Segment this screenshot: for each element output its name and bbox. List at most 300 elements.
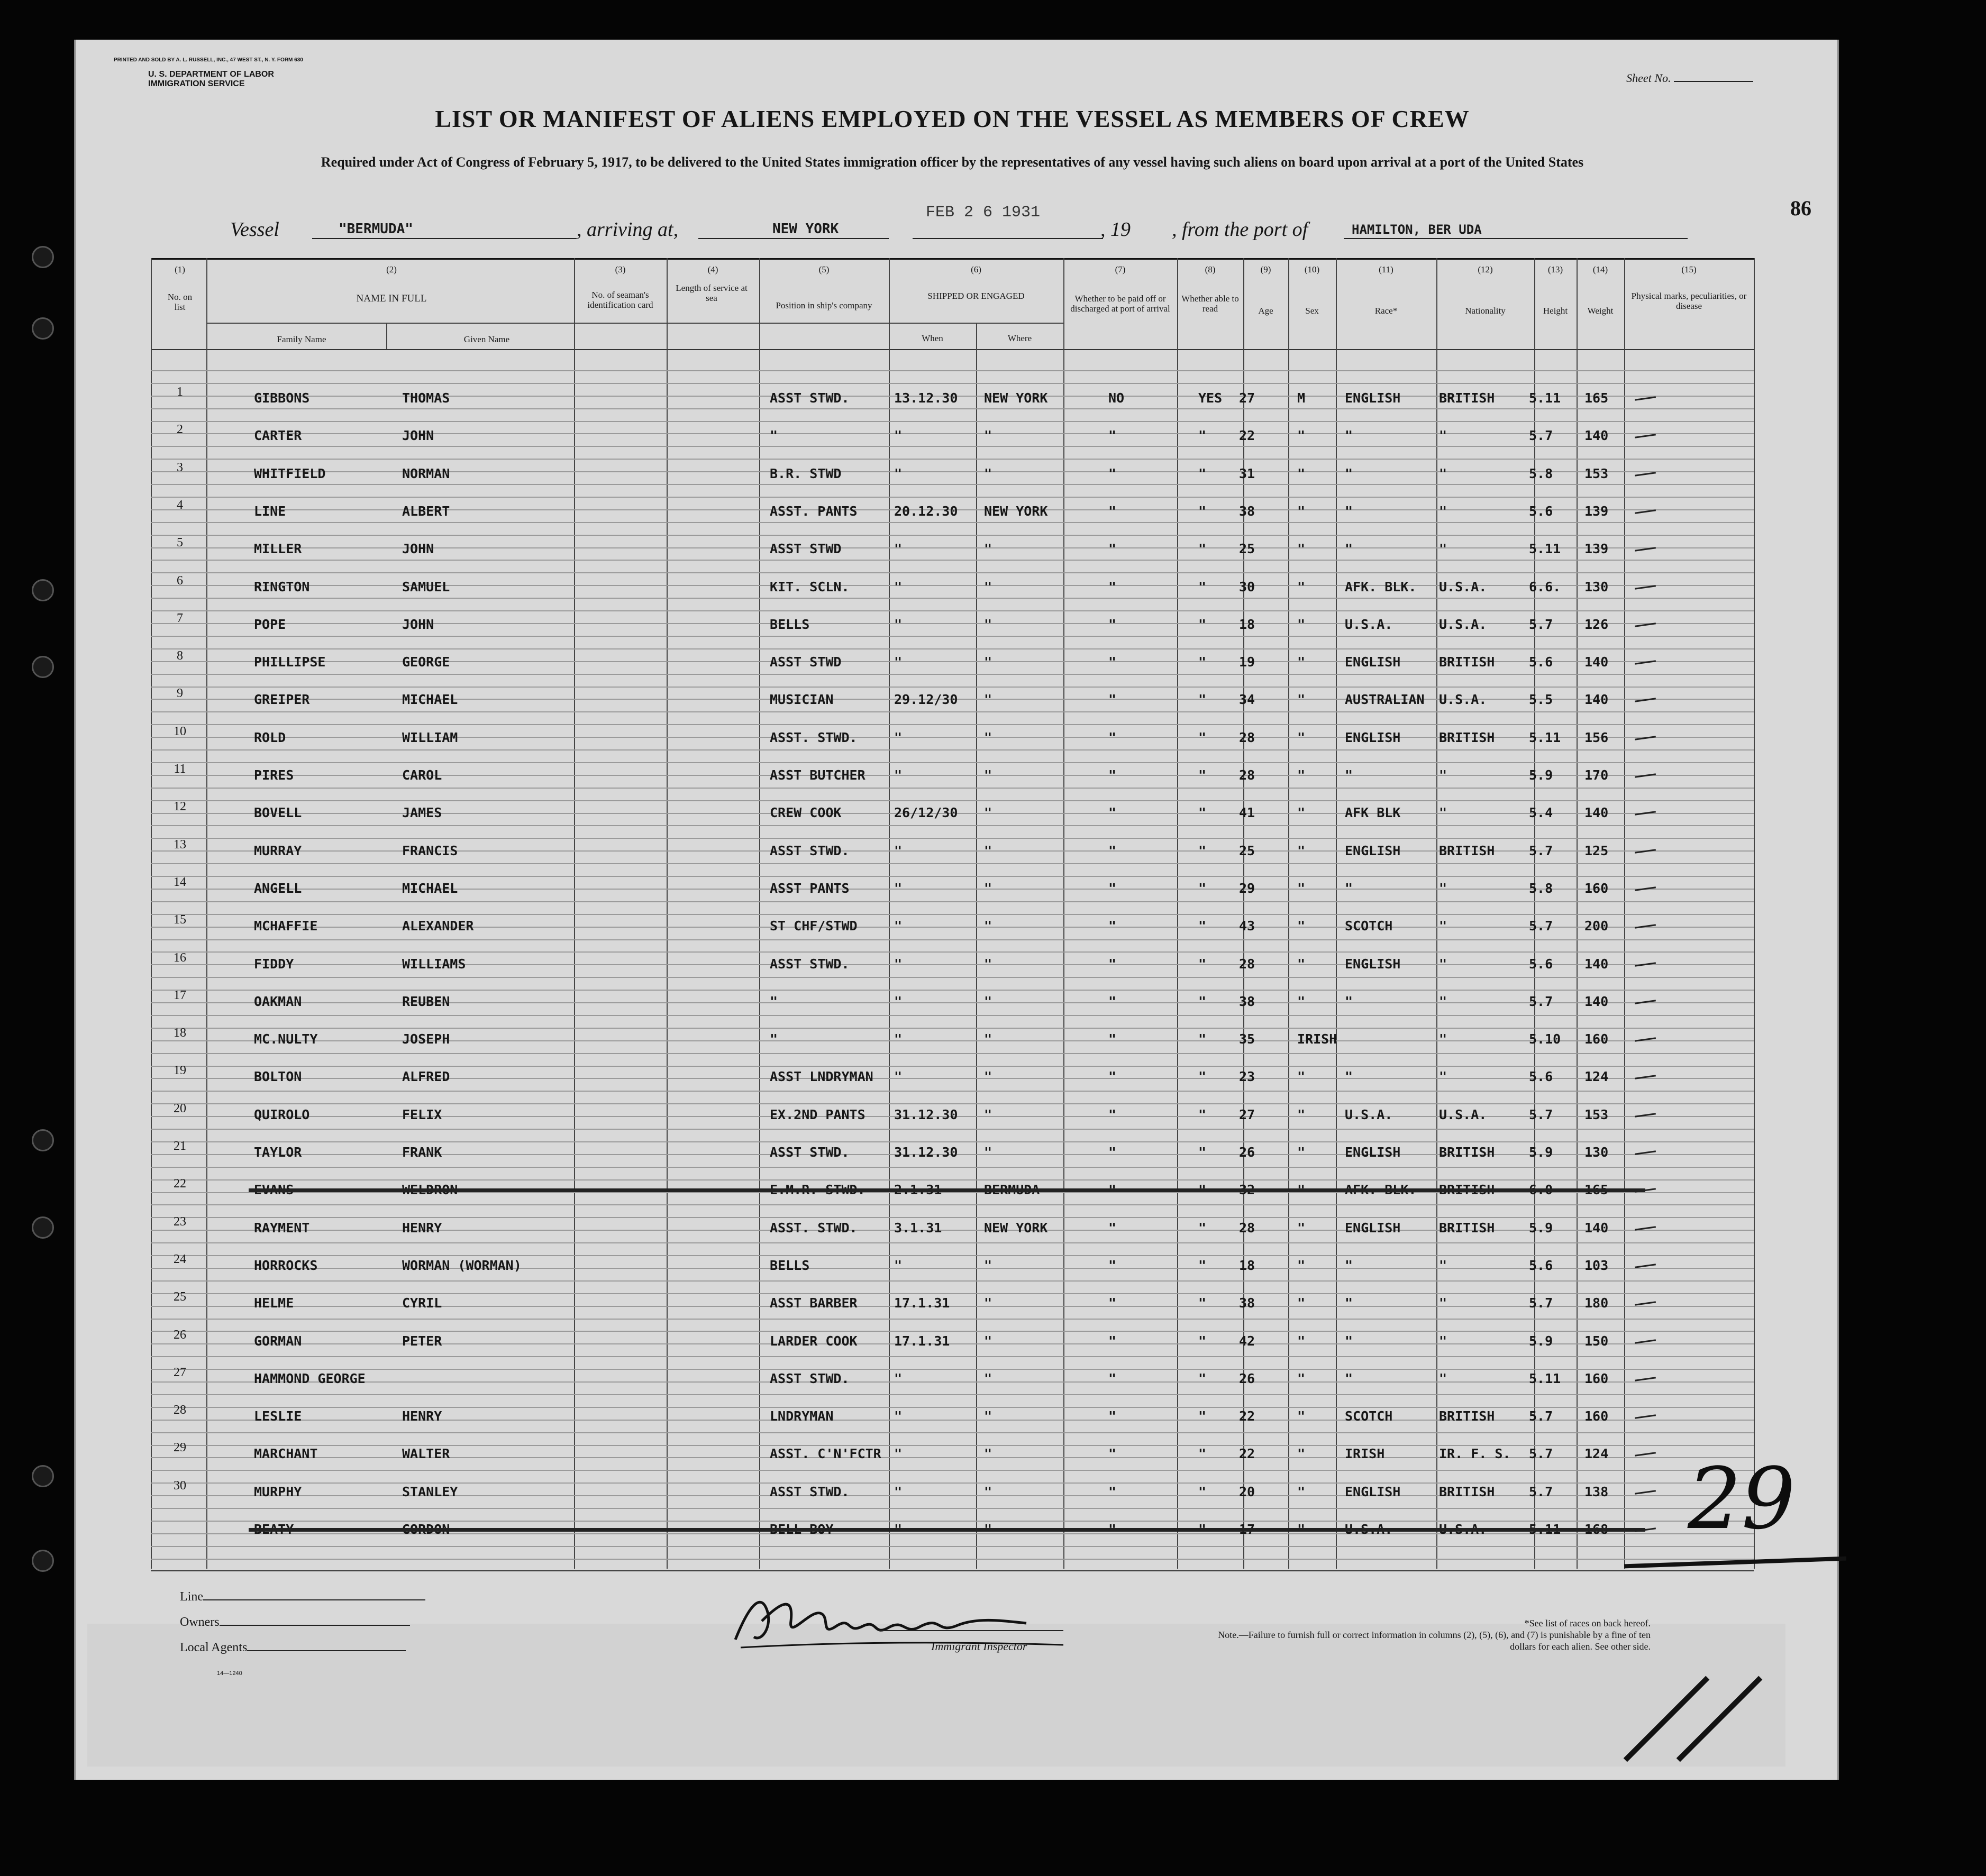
- cell-position: ASST STWD.: [770, 1484, 850, 1499]
- cell-race: ": [1345, 466, 1353, 481]
- cell-given: FRANCIS: [402, 843, 458, 858]
- cell-read: ": [1198, 1446, 1207, 1461]
- ruled-line: [151, 825, 1754, 826]
- cell-weight: 140: [1584, 428, 1609, 443]
- cell-position: ASST STWD.: [770, 1371, 850, 1386]
- ruled-line: [151, 1141, 1754, 1142]
- cell-read: ": [1198, 428, 1207, 443]
- cell-age: 25: [1239, 843, 1255, 858]
- cell-when: 20.12.30: [894, 504, 958, 519]
- cell-family: CARTER: [254, 428, 302, 443]
- cell-nat: ": [1439, 504, 1447, 519]
- column-rule: [1624, 258, 1625, 1569]
- cell-race: AUSTRALIAN: [1345, 692, 1425, 707]
- cell-given: JOHN: [402, 428, 434, 443]
- cell-weight: 200: [1584, 918, 1609, 934]
- ruled-line: [151, 648, 1754, 649]
- cell-age: 18: [1239, 617, 1255, 632]
- cell-height: 5.8: [1529, 466, 1553, 481]
- ruled-line: [151, 749, 1754, 751]
- col-nationality: Nationality: [1465, 306, 1506, 316]
- col-number: (10): [1304, 264, 1320, 274]
- cell-nat: ": [1439, 994, 1447, 1009]
- cell-position: ASST. STWD.: [770, 1220, 858, 1236]
- ruled-line: [151, 1255, 1754, 1256]
- vessel-name: "BERMUDA": [339, 221, 413, 237]
- cell-age: 38: [1239, 994, 1255, 1009]
- cell-position: ASST BARBER: [770, 1295, 858, 1311]
- cell-when: ": [894, 1371, 903, 1386]
- col-length-service: Length of service at sea: [676, 283, 748, 303]
- cell-age: 38: [1239, 1295, 1255, 1311]
- cell-race: ": [1345, 881, 1353, 896]
- cell-sex: M: [1297, 390, 1306, 406]
- cell-read: ": [1198, 1031, 1207, 1047]
- cell-read: ": [1198, 730, 1207, 745]
- cell-given: CYRIL: [402, 1295, 442, 1311]
- cell-age: 23: [1239, 1069, 1255, 1084]
- cell-when: ": [894, 918, 903, 934]
- cell-given: MICHAEL: [402, 692, 458, 707]
- cell-read: ": [1198, 466, 1207, 481]
- ruled-line: [151, 1217, 1754, 1218]
- col-number: (3): [615, 264, 626, 274]
- col-number: (5): [818, 264, 830, 274]
- cell-age: 20: [1239, 1484, 1255, 1499]
- races-note: *See list of races on back hereof.: [1524, 1618, 1651, 1628]
- cell-race: ": [1345, 1333, 1353, 1349]
- cell-nat: ": [1439, 1069, 1447, 1084]
- cell-when: ": [894, 1258, 903, 1273]
- cell-nat: ": [1439, 1031, 1447, 1047]
- ruled-line: [151, 1559, 1754, 1560]
- cell-paid: ": [1108, 730, 1117, 745]
- vessel-label: Vessel: [230, 218, 279, 241]
- ruled-line: [151, 383, 1754, 384]
- cell-where: ": [984, 843, 992, 858]
- cell-paid: ": [1108, 1408, 1117, 1424]
- cell-read: ": [1198, 767, 1207, 783]
- cell-nat: ": [1439, 805, 1447, 820]
- cell-sex: ": [1297, 1069, 1306, 1084]
- cell-family: RINGTON: [254, 579, 310, 594]
- col-number: (2): [386, 264, 397, 274]
- cell-family: QUIROLO: [254, 1107, 310, 1122]
- row-number: 18: [174, 1026, 186, 1040]
- cell-weight: 140: [1584, 1220, 1609, 1236]
- cell-weight: 126: [1584, 617, 1609, 632]
- cell-height: 5.11: [1529, 1371, 1561, 1386]
- cell-when: ": [894, 617, 903, 632]
- cell-height: 5.6: [1529, 1258, 1553, 1273]
- cell-given: ALFRED: [402, 1069, 450, 1084]
- binder-hole: [32, 1465, 54, 1487]
- cell-family: GORMAN: [254, 1333, 302, 1349]
- ruled-line: [151, 711, 1754, 712]
- ruled-line: [151, 901, 1754, 902]
- cell-sex: ": [1297, 1295, 1306, 1311]
- col-number: (11): [1379, 264, 1393, 274]
- cell-weight: 153: [1584, 466, 1609, 481]
- cell-nat: ": [1439, 1295, 1447, 1311]
- ruled-line: [151, 977, 1754, 978]
- binder-hole: [32, 1550, 54, 1572]
- cell-nat: ": [1439, 1371, 1447, 1386]
- cell-family: GREIPER: [254, 692, 310, 707]
- cell-position: ASST PANTS: [770, 881, 850, 896]
- ruled-line: [151, 1457, 1754, 1458]
- cell-nat: ": [1439, 541, 1447, 556]
- cell-given: HENRY: [402, 1220, 442, 1236]
- cell-sex: ": [1297, 466, 1306, 481]
- cell-race: ENGLISH: [1345, 730, 1401, 745]
- cell-given: THOMAS: [402, 390, 450, 406]
- cell-read: ": [1198, 1371, 1207, 1386]
- cell-where: ": [984, 1446, 992, 1461]
- binder-hole: [32, 656, 54, 678]
- local-agents-label: Local Agents: [180, 1641, 248, 1654]
- row-number: 25: [174, 1290, 186, 1304]
- cell-weight: 139: [1584, 541, 1609, 556]
- cell-race: ENGLISH: [1345, 654, 1401, 670]
- cell-height: 5.7: [1529, 994, 1553, 1009]
- ruled-line: [151, 1369, 1754, 1370]
- cell-nat: BRITISH: [1439, 390, 1495, 406]
- cell-sex: ": [1297, 1371, 1306, 1386]
- cell-position: ASST. PANTS: [770, 504, 858, 519]
- ruled-line: [151, 522, 1754, 523]
- cell-where: ": [984, 1069, 992, 1084]
- row-number: 22: [174, 1177, 186, 1191]
- cell-race: ENGLISH: [1345, 1220, 1401, 1236]
- cell-sex: ": [1297, 730, 1306, 745]
- cell-nat: IR. F. S.: [1439, 1446, 1511, 1461]
- cell-given: STANLEY: [402, 1484, 458, 1499]
- date-stamp: FEB 2 6 1931: [926, 204, 1041, 222]
- ruled-line: [151, 1066, 1754, 1067]
- cell-height: 5.7: [1529, 428, 1553, 443]
- ruled-line: [151, 1356, 1754, 1357]
- cell-nat: BRITISH: [1439, 730, 1495, 745]
- cell-height: 5.11: [1529, 730, 1561, 745]
- ruled-line: [151, 1381, 1754, 1383]
- cell-paid: ": [1108, 1220, 1117, 1236]
- cell-read: ": [1198, 1295, 1207, 1311]
- inspector-label: Immigrant Inspector: [931, 1640, 1027, 1653]
- cell-paid: ": [1108, 1145, 1117, 1160]
- col-weight: Weight: [1587, 306, 1614, 316]
- row-number: 9: [177, 687, 183, 700]
- footer-fields: [180, 1584, 425, 1660]
- cell-sex: ": [1297, 617, 1306, 632]
- cell-position: BELLS: [770, 617, 810, 632]
- cell-family: ROLD: [254, 730, 286, 745]
- col-where: Where: [1007, 333, 1032, 343]
- cell-height: 5.7: [1529, 1408, 1553, 1424]
- cell-height: 5.6: [1529, 956, 1553, 972]
- cell-when: ": [894, 994, 903, 1009]
- cell-weight: 139: [1584, 504, 1609, 519]
- cell-sex: IRISH: [1297, 1031, 1337, 1047]
- ruled-line: [151, 724, 1754, 725]
- year-label: , 19: [1100, 218, 1131, 241]
- ruled-line: [151, 1470, 1754, 1471]
- column-rule: [1063, 258, 1064, 1569]
- cell-given: NORMAN: [402, 466, 450, 481]
- column-rule: [1436, 258, 1437, 1569]
- cell-height: 5.6: [1529, 654, 1553, 670]
- cell-race: ": [1345, 428, 1353, 443]
- cell-when: ": [894, 541, 903, 556]
- sheet-number-field: [1626, 71, 1753, 85]
- cell-age: 18: [1239, 1258, 1255, 1273]
- cell-where: ": [984, 1371, 992, 1386]
- cell-paid: ": [1108, 428, 1117, 443]
- ruled-line: [151, 964, 1754, 965]
- cell-race: ": [1345, 504, 1353, 519]
- cell-read: ": [1198, 1107, 1207, 1122]
- cell-weight: 150: [1584, 1333, 1609, 1349]
- cell-weight: 140: [1584, 692, 1609, 707]
- cell-where: ": [984, 579, 992, 594]
- col-height: Height: [1543, 306, 1568, 316]
- cell-given: GEORGE: [402, 654, 450, 670]
- ruled-line: [151, 471, 1754, 472]
- from-port-label: , from the port of: [1172, 218, 1308, 241]
- ruled-line: [151, 1015, 1754, 1016]
- cell-given: REUBEN: [402, 994, 450, 1009]
- cell-read: ": [1198, 1258, 1207, 1273]
- cell-where: ": [984, 730, 992, 745]
- ruled-line: [151, 889, 1754, 890]
- cell-nat: U.S.A.: [1439, 692, 1487, 707]
- col-number: (1): [175, 264, 185, 274]
- cell-sex: ": [1297, 767, 1306, 783]
- cell-nat: BRITISH: [1439, 843, 1495, 858]
- cell-read: ": [1198, 692, 1207, 707]
- sheet-number-label: Sheet No.: [1626, 71, 1671, 85]
- ruled-line: [151, 1268, 1754, 1269]
- ruled-line: [151, 421, 1754, 422]
- cell-weight: 140: [1584, 805, 1609, 820]
- cell-given: HENRY: [402, 1408, 442, 1424]
- cell-paid: ": [1108, 1069, 1117, 1084]
- cell-position: B.R. STWD: [770, 466, 842, 481]
- cell-given: ALBERT: [402, 504, 450, 519]
- cell-when: ": [894, 1031, 903, 1047]
- cell-given: PETER: [402, 1333, 442, 1349]
- cell-where: NEW YORK: [984, 390, 1048, 406]
- cell-read: ": [1198, 1145, 1207, 1160]
- line-label: Line: [180, 1590, 203, 1604]
- cell-height: 5.6: [1529, 504, 1553, 519]
- row-number: 16: [174, 951, 186, 965]
- ruled-line: [151, 951, 1754, 953]
- cell-weight: 130: [1584, 579, 1609, 594]
- cell-where: ": [984, 1295, 992, 1311]
- cell-height: 5.5: [1529, 692, 1553, 707]
- cell-when: 17.1.31: [894, 1295, 950, 1311]
- cell-paid: ": [1108, 994, 1117, 1009]
- cell-when: ": [894, 881, 903, 896]
- cell-weight: 165: [1584, 390, 1609, 406]
- cell-age: 31: [1239, 466, 1255, 481]
- cell-where: ": [984, 1258, 992, 1273]
- ruled-line: [151, 560, 1754, 561]
- cell-read: ": [1198, 654, 1207, 670]
- ruled-line: [151, 838, 1754, 839]
- cell-paid: NO: [1108, 390, 1125, 406]
- cell-family: LINE: [254, 504, 286, 519]
- cell-given: JOSEPH: [402, 1031, 450, 1047]
- ruled-line: [151, 1508, 1754, 1509]
- cell-height: 5.11: [1529, 541, 1561, 556]
- ruled-line: [151, 1028, 1754, 1029]
- cell-weight: 140: [1584, 994, 1609, 1009]
- ruled-line: [151, 939, 1754, 940]
- ruled-line: [151, 1533, 1754, 1534]
- cell-given: WALTER: [402, 1446, 450, 1461]
- cell-weight: 138: [1584, 1484, 1609, 1499]
- cell-family: LESLIE: [254, 1408, 302, 1424]
- cell-position: ": [770, 428, 778, 443]
- cell-when: ": [894, 466, 903, 481]
- cell-race: IRISH: [1345, 1446, 1385, 1461]
- col-number: (13): [1547, 264, 1563, 274]
- row-number: 4: [177, 498, 183, 512]
- cell-when: ": [894, 1408, 903, 1424]
- cell-when: 29.12/30: [894, 692, 958, 707]
- ruled-line: [151, 370, 1754, 371]
- ruled-line: [151, 1242, 1754, 1243]
- cell-paid: ": [1108, 617, 1117, 632]
- ruled-line: [151, 1129, 1754, 1130]
- ruled-line: [151, 1179, 1754, 1180]
- cell-nat: BRITISH: [1439, 1220, 1495, 1236]
- cell-nat: ": [1439, 466, 1447, 481]
- department-name: U. S. DEPARTMENT OF LABOR: [148, 70, 274, 79]
- ruled-line: [151, 927, 1754, 928]
- cell-nat: ": [1439, 1333, 1447, 1349]
- cell-read: ": [1198, 1408, 1207, 1424]
- cell-race: SCOTCH: [1345, 918, 1393, 934]
- row-number: 24: [174, 1252, 186, 1266]
- col-number: (14): [1592, 264, 1608, 274]
- row-number: 23: [174, 1215, 186, 1229]
- cell-paid: ": [1108, 767, 1117, 783]
- column-rule: [759, 258, 760, 1569]
- ruled-line: [151, 1192, 1754, 1193]
- row-number: 3: [177, 461, 183, 474]
- cell-age: 35: [1239, 1031, 1255, 1047]
- cell-age: 22: [1239, 428, 1255, 443]
- cell-height: 5.7: [1529, 1446, 1553, 1461]
- cell-read: ": [1198, 1069, 1207, 1084]
- cell-where: ": [984, 617, 992, 632]
- cell-paid: ": [1108, 1107, 1117, 1122]
- cell-sex: ": [1297, 692, 1306, 707]
- cell-weight: 170: [1584, 767, 1609, 783]
- col-number: (7): [1115, 264, 1126, 274]
- cell-sex: ": [1297, 504, 1306, 519]
- ruled-line: [151, 1040, 1754, 1041]
- ruled-line: [151, 547, 1754, 548]
- ruled-line: [151, 1445, 1754, 1446]
- cell-nat: ": [1439, 918, 1447, 934]
- cell-nat: ": [1439, 956, 1447, 972]
- cell-sex: ": [1297, 956, 1306, 972]
- cell-read: ": [1198, 881, 1207, 896]
- cell-paid: ": [1108, 956, 1117, 972]
- ruled-line: [151, 788, 1754, 789]
- column-rule: [206, 258, 207, 1569]
- cell-sex: ": [1297, 994, 1306, 1009]
- form-code: 14—1240: [217, 1670, 242, 1677]
- cell-weight: 140: [1584, 654, 1609, 670]
- cell-height: 5.7: [1529, 617, 1553, 632]
- cell-given: FELIX: [402, 1107, 442, 1122]
- col-no-on-list: No. on list: [167, 292, 193, 312]
- cell-paid: ": [1108, 1446, 1117, 1461]
- cell-family: MARCHANT: [254, 1446, 318, 1461]
- cell-height: 5.9: [1529, 1145, 1553, 1160]
- ruled-line: [151, 1091, 1754, 1092]
- ruled-line: [151, 1280, 1754, 1282]
- cell-age: 22: [1239, 1446, 1255, 1461]
- cell-family: TAYLOR: [254, 1145, 302, 1160]
- col-id-card: No. of seaman's identification card: [587, 290, 653, 310]
- cell-given: ALEXANDER: [402, 918, 474, 934]
- ruled-line: [151, 762, 1754, 763]
- cell-race: ": [1345, 767, 1353, 783]
- ruled-line: [151, 661, 1754, 662]
- cell-height: 5.7: [1529, 1484, 1553, 1499]
- ruled-line: [151, 598, 1754, 599]
- ruled-line: [151, 1331, 1754, 1332]
- ruled-line: [151, 1483, 1754, 1484]
- col-number: (6): [971, 264, 981, 274]
- cell-race: ": [1345, 1258, 1353, 1273]
- cell-family: ANGELL: [254, 881, 302, 896]
- ruled-line: [151, 1495, 1754, 1496]
- cell-sex: ": [1297, 1446, 1306, 1461]
- cell-position: BELLS: [770, 1258, 810, 1273]
- ruled-line: [151, 674, 1754, 675]
- ruled-line: [151, 497, 1754, 498]
- cell-sex: ": [1297, 1333, 1306, 1349]
- column-rule: [667, 258, 668, 1569]
- cell-age: 41: [1239, 805, 1255, 820]
- ruled-line: [151, 1230, 1754, 1231]
- column-rule: [574, 258, 575, 1569]
- department-heading: [148, 70, 274, 89]
- cell-height: 5.9: [1529, 767, 1553, 783]
- cell-position: ASST STWD.: [770, 843, 850, 858]
- ruled-line: [151, 484, 1754, 485]
- service-name: IMMIGRATION SERVICE: [148, 79, 245, 88]
- cell-where: ": [984, 1031, 992, 1047]
- cell-paid: ": [1108, 1371, 1117, 1386]
- cell-when: ": [894, 1484, 903, 1499]
- cell-read: ": [1198, 994, 1207, 1009]
- cell-age: 30: [1239, 579, 1255, 594]
- cell-race: ": [1345, 994, 1353, 1009]
- cell-nat: ": [1439, 428, 1447, 443]
- cell-paid: ": [1108, 1031, 1117, 1047]
- cell-position: ASST. STWD.: [770, 730, 858, 745]
- cell-when: 31.12.30: [894, 1145, 958, 1160]
- footer-notes: [1196, 1617, 1651, 1652]
